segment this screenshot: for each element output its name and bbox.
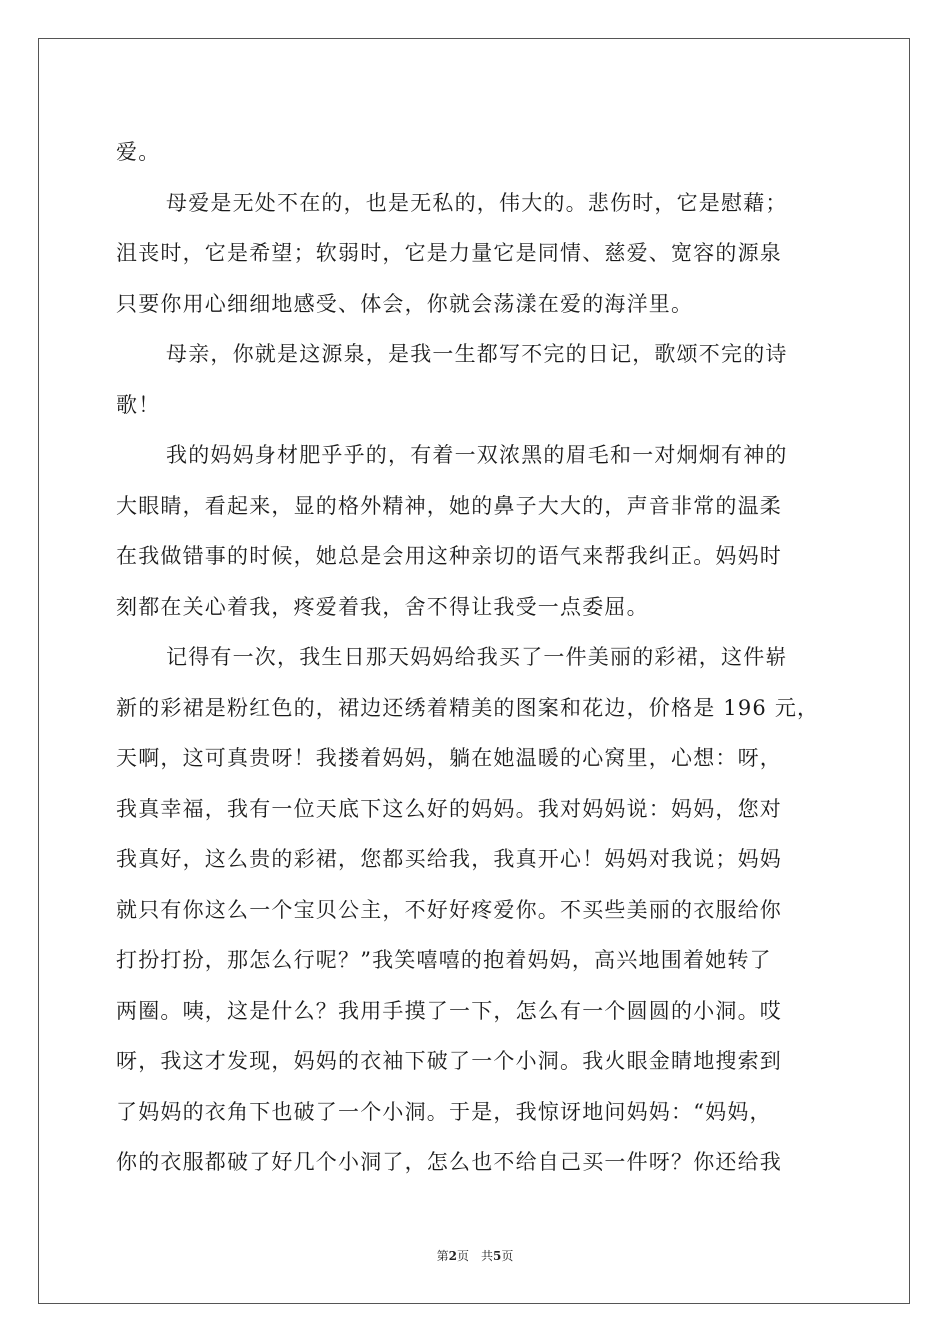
text-line: 沮丧时，它是希望；软弱时，它是力量它是同情、慈爱、宽容的源泉 xyxy=(116,241,782,265)
text-line: 你的衣服都破了好几个小洞了，怎么也不给自己买一件呀？你还给我 xyxy=(116,1150,782,1174)
text-line: 大眼睛，看起来，显的格外精神，她的鼻子大大的，声音非常的温柔 xyxy=(116,493,782,518)
text-line: 两圈。咦，这是什么？我用手摸了一下，怎么有一个圆圆的小洞。哎 xyxy=(116,998,782,1023)
text-line: 新的彩裙是粉红色的，裙边还绣着精美的图案和花边，价格是 196 元， xyxy=(116,695,820,720)
text-line: 歌！ xyxy=(116,392,161,417)
text-line: 记得有一次，我生日那天妈妈给我买了一件美丽的彩裙，这件崭 xyxy=(166,645,788,669)
text-line: 在我做错事的时候，她总是会用这种亲切的语气来帮我纠正。妈妈时 xyxy=(116,544,782,568)
text-line: 我的妈妈身材肥乎乎的，有着一双浓黑的眉毛和一对炯炯有神的 xyxy=(166,443,788,467)
text-line: 母亲，你就是这源泉，是我一生都写不完的日记，歌颂不完的诗 xyxy=(166,342,788,366)
text-line: 只要你用心细细地感受、体会，你就会荡漾在爱的海洋里。 xyxy=(116,291,694,316)
footer-page-number: 2 xyxy=(448,1249,457,1263)
text-line: 呀，我这才发现，妈妈的衣袖下破了一个小洞。我火眼金睛地搜索到 xyxy=(116,1049,782,1073)
footer-page-prefix: 第 xyxy=(436,1249,449,1263)
text-line: 天啊，这可真贵呀！我搂着妈妈，躺在她温暖的心窝里，心想：呀， xyxy=(116,746,782,770)
document-body xyxy=(116,127,848,1188)
footer-page-mid: 页 共 xyxy=(456,1249,493,1263)
text-line: 了妈妈的衣角下也破了一个小洞。于是，我惊讶地问妈妈：“妈妈， xyxy=(116,1099,772,1124)
footer-page-suffix: 页 xyxy=(501,1249,514,1263)
footer-total-pages: 5 xyxy=(493,1249,502,1263)
page-footer xyxy=(0,1247,950,1264)
text-line: 就只有你这么一个宝贝公主，不好好疼爱你。不买些美丽的衣服给你 xyxy=(116,897,782,922)
text-line: 母爱是无处不在的，也是无私的，伟大的。悲伤时，它是慰藉； xyxy=(166,190,788,215)
text-line: 打扮打扮，那怎么行呢？”我笑嘻嘻的抱着妈妈，高兴地围着她转了 xyxy=(116,948,772,972)
text-line: 刻都在关心着我，疼爱着我，舍不得让我受一点委屈。 xyxy=(116,594,649,619)
text-line: 我真好，这么贵的彩裙，您都买给我，我真开心！妈妈对我说；妈妈 xyxy=(116,847,782,871)
text-line: 我真幸福，我有一位天底下这么好的妈妈。我对妈妈说：妈妈，您对 xyxy=(116,796,782,821)
text-line: 爱。 xyxy=(116,140,161,164)
